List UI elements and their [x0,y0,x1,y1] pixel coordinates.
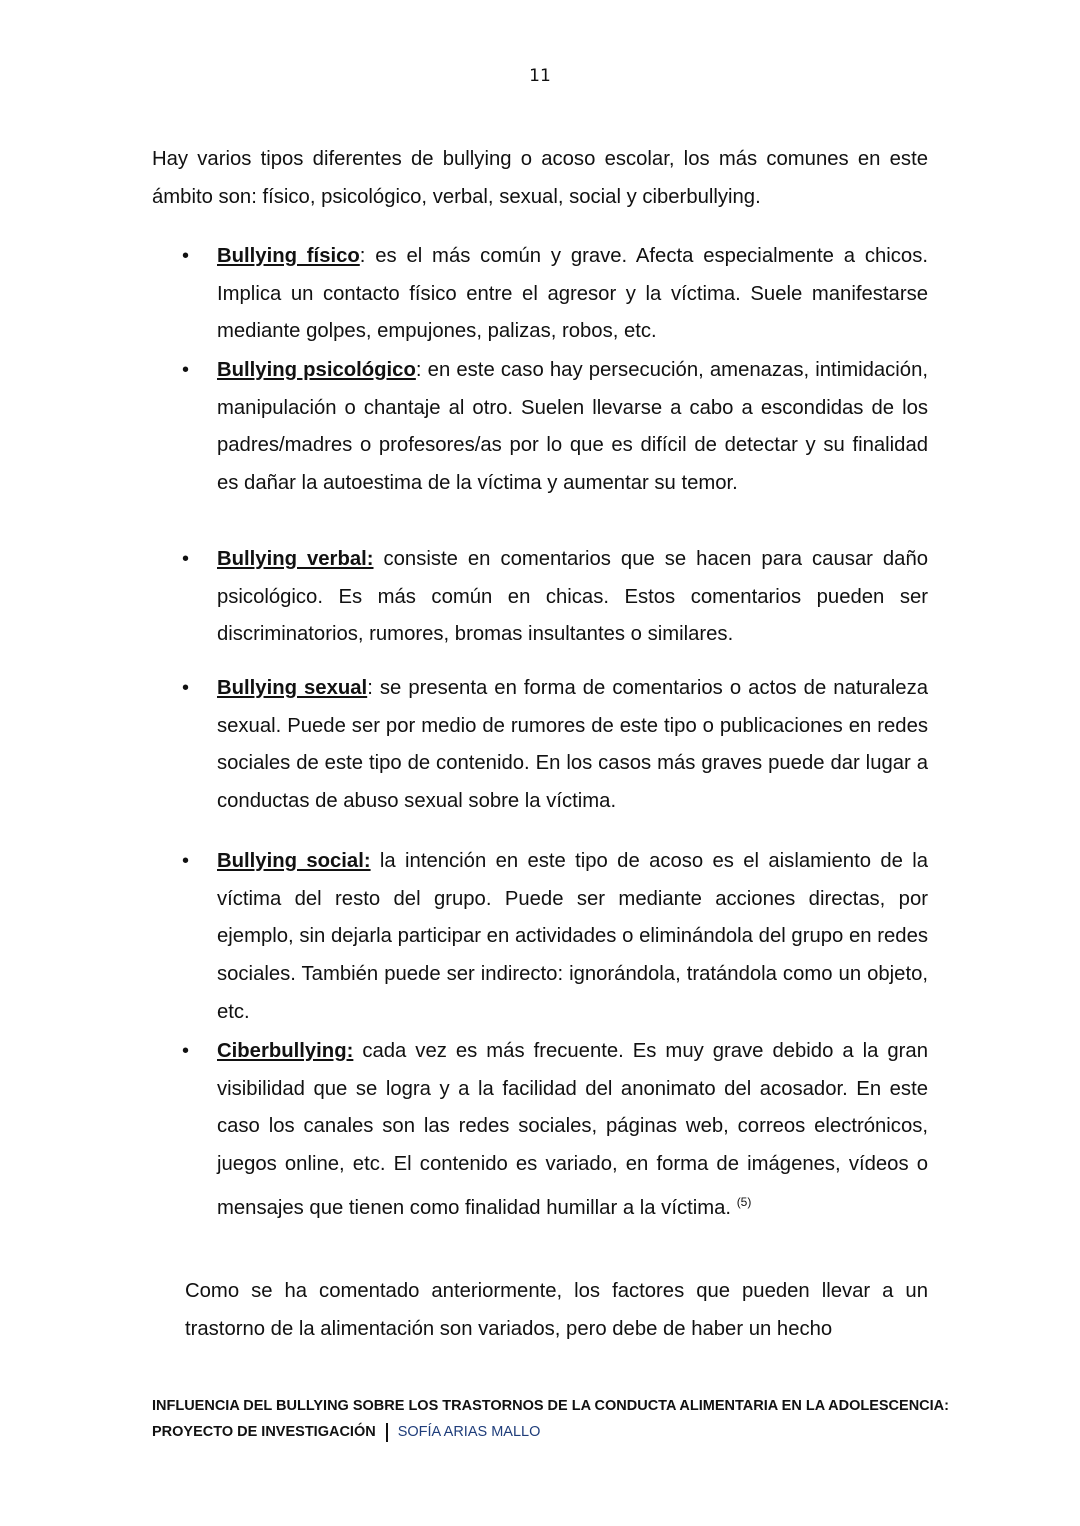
item-text: se presenta en forma de comentarios o actos de naturaleza sexual. Puede ser por medio de rumores de este tipo o publicaciones en redes sociales de este tipo de contenido. En los casos más graves puede dar lugar a conductas de abuso sexual sobre la víctima. [217,677,928,813]
item-separator: : [367,677,373,699]
item-label: Bullying social: [217,850,371,872]
list-item-bullying-verbal [182,541,929,654]
item-text: en este caso hay persecución, amenazas, intimidación, manipulación o chantaje al otro. Suelen llevarse a cabo a escondidas de los padres/madres o profesores/as por lo que es difícil de detectar y su finalidad es dañar la autoestima de la víctima y aumentar su temor. [217,359,928,495]
list-item-bullying-fisico [182,238,928,351]
footer-divider [386,1423,388,1442]
footer-title: INFLUENCIA DEL BULLYING SOBRE LOS TRASTORNOS DE LA CONDUCTA ALIMENTARIA EN LA ADOLESCENCIA: [152,1398,949,1414]
footer-subtitle: PROYECTO DE INVESTIGACIÓN [152,1424,376,1440]
bullet-icon: • [182,245,190,267]
item-text: la intención en este tipo de acoso es el aislamiento de la víctima del resto del grupo. Puede ser mediante acciones directas, por ejemplo, sin dejarla participar en actividades o eliminándola del grupo en redes sociales. También puede ser indirecto: ignorándola, tratándola como un objeto, etc. [217,850,928,1023]
bullet-icon: • [182,1040,190,1062]
item-text: consiste en comentarios que se hacen para causar daño psicológico. Es más común en chicas. Estos comentarios pueden ser discriminatorios, rumores, bromas insultantes o similares. [217,548,929,646]
item-label: Bullying verbal: [217,548,374,570]
bullet-icon: • [182,359,190,381]
item-label: Bullying psicológico [217,359,416,381]
item-label: Bullying sexual [217,677,368,699]
footer-line [152,1419,540,1445]
list-item-bullying-sexual [182,670,928,821]
bullet-icon: • [182,548,190,570]
reference-number: (5) [736,1194,752,1209]
intro-paragraph: Hay varios tipos diferentes de bullying o acoso escolar, los más comunes en este ámbito son: físico, psicológico, verbal, sexual, social y ciberbullying. [152,148,928,208]
bullet-icon: • [182,850,190,872]
item-text: cada vez es más frecuente. Es muy grave debido a la gran visibilidad que se logra y a la facilidad del anonimato del acosador. En este caso los canales son las redes sociales, páginas web, correos electrónicos, juegos online, etc. El contenido es variado, en forma de imágenes, vídeos o mensajes que tienen como finalidad humillar a la víctima. [217,1040,928,1219]
closing-paragraph: Como se ha comentado anteriormente, los factores que pueden llevar a un trastorno de la alimentación son variados, pero debe de haber un hecho [185,1280,928,1340]
page-number: 11 [529,66,551,86]
item-separator: : [415,359,422,381]
footer-author: SOFÍA ARIAS MALLO [397,1424,541,1440]
bullet-icon: • [182,677,190,699]
list-item-ciberbullying [182,1033,928,1228]
list-item-bullying-social [182,843,928,1032]
item-separator: : [359,245,366,267]
list-item-bullying-psicologico [182,352,928,503]
item-text: es el más común y grave. Afecta especialmente a chicos. Implica un contacto físico entre el agresor y la víctima. Suele manifestarse mediante golpes, empujones, palizas, robos, etc. [217,245,928,343]
item-label: Ciberbullying: [217,1040,354,1062]
item-label: Bullying físico [217,245,360,267]
